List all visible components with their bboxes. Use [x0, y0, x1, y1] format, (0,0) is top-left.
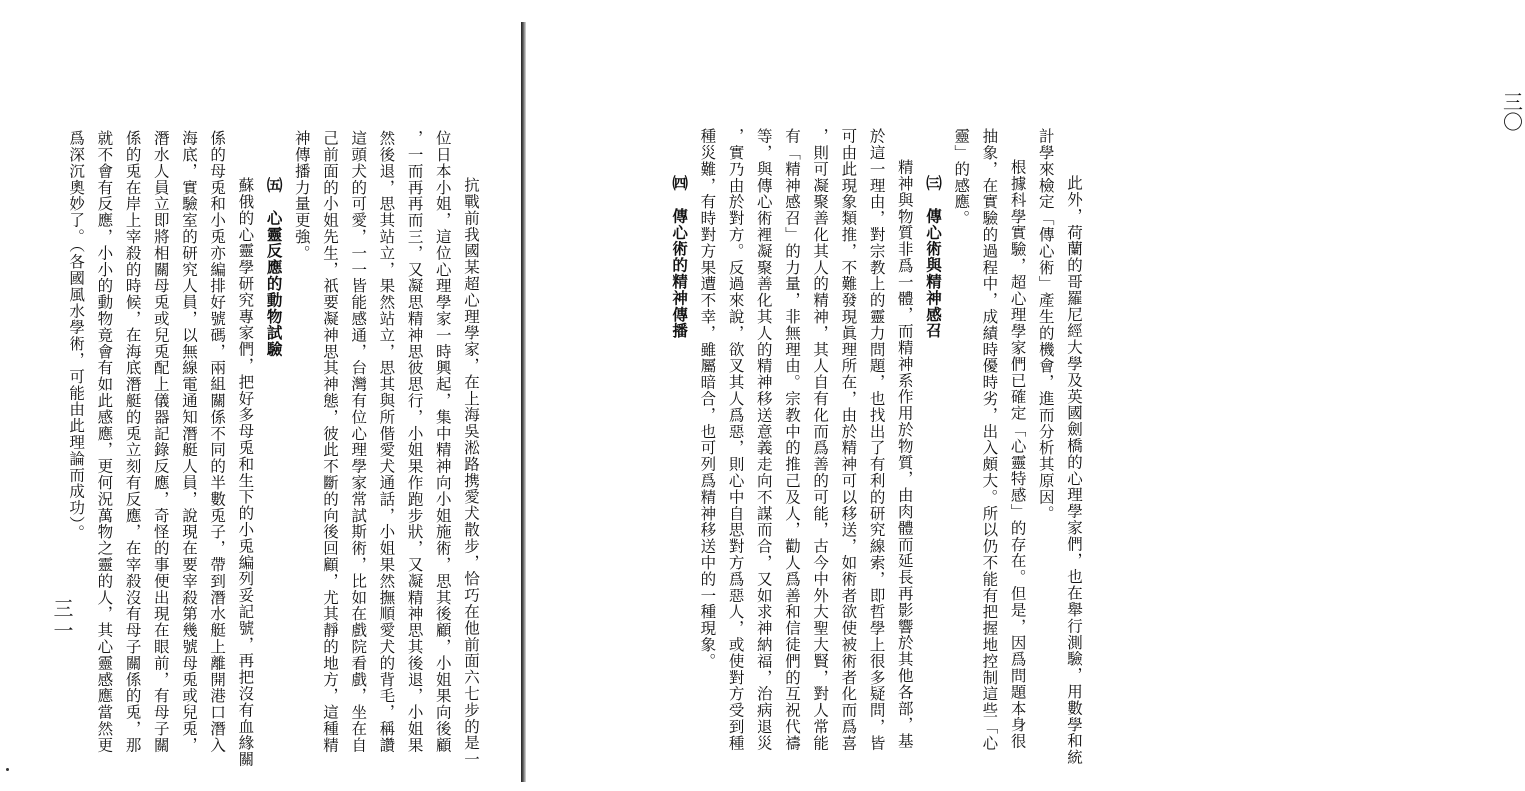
scan-speck [6, 768, 9, 771]
text-column: 抽象，在實驗的過程中，成績時優時劣，出入頗大。所以仍不能有把握地控制這些「心 [980, 128, 999, 752]
text-column: 可由此現象類推，不難發現眞理所在，由於精神可以移送，如術者欲使被術者化而爲喜 [839, 128, 858, 752]
text-column: 係的母兎和小兎亦編排好號碼，兩組關係不同的半數兎子，帶到潛水艇上離開港口潛入 [208, 130, 227, 754]
section-heading: ㈢ 傳心術與精神感召 [923, 174, 942, 339]
text-column: 這頭犬的可愛，一一皆能感通，台灣有位心理學家常試斯術，比如在戲院看戲，坐在自 [349, 130, 368, 754]
text-column: 此外，荷蘭的哥羅尼經大學及英國劍橋的心理學家們，也在舉行測驗，用數學和統 [1065, 174, 1083, 765]
text-column: 根據科學實驗，超心理學家們已確定「心靈特感」的存在。但是，因爲問題本身很 [1008, 159, 1027, 750]
text-column: 位日本小姐，這位心理學家一時興起，集中精神向小姐施術，思其後顧，小姐果向後顧 [433, 130, 452, 754]
text-column: ，實乃由於對方。反過來說，欲叉其人爲惡，則心中自思對方爲惡人，或使對方受到種 [726, 128, 745, 752]
text-column: 精神與物質非爲一體，而精神系作用於物質，由肉體而延長再影響於其他各部，基 [895, 159, 914, 750]
text-column: 於這一理由，對宗教上的靈力問題，也找出了有利的研究線索，即哲學上很多疑問，皆 [867, 128, 886, 752]
text-column: 係的兎在岸上宰殺的時候，在海底潛艇的兎立刻有反應，在宰殺沒有母子關係的兎，那 [123, 130, 142, 754]
left-page-text [62, 130, 485, 767]
text-column: ，一而再再而三，又凝思精神思彼思行，小姐果作跑步狀，又凝精神思其後退，小姐果 [405, 130, 424, 754]
right-page-text [665, 128, 1088, 765]
text-column: 靈」的感應。 [952, 128, 971, 227]
text-column: ，則可凝聚善化其人的精神，其人自有化而爲善的可能，古今中外大聖大賢，對人常能 [811, 128, 830, 752]
left-page-number: 三一 [50, 598, 74, 642]
right-page-number: 三〇 [1503, 90, 1525, 134]
section-heading: ㈣ 傳心術的精神傳播 [670, 174, 689, 339]
right-page [528, 0, 1525, 791]
text-column: 計學來檢定「傳心術」產生的機會，進而分析其原因。 [1036, 128, 1055, 522]
text-column: 有「精神感召」的力量，非無理由。宗教中的推己及人，勸人爲善和信徒們的互祝代禱 [782, 128, 801, 752]
text-column: 神傳播力量更強。 [292, 130, 311, 262]
text-column: 己前面的小姐先生，祇要凝神思其神態，彼此不斷的向後回顧，尤其靜的地方，這種精 [320, 130, 339, 754]
left-page [0, 0, 520, 791]
text-column: 抗戰前我國某超心理學家，在上海吳淞路携愛犬散步，恰巧在他前面六七步的是一 [462, 176, 480, 767]
text-column: 然後退，思其站立，果然站立，思其與所偕愛犬通話，小姐果然撫順愛犬的背毛，稱讚 [377, 130, 396, 754]
text-column: 潛水人員立即將相關母兎或兒兎配上儀器記錄反應，奇怪的事便出現在眼前，有母子關 [151, 130, 170, 754]
text-column: 爲深沉奧妙了。（各國風水學術，可能由此理論而成功）。 [67, 130, 86, 541]
section-heading: ㈤ 心靈反應的動物試驗 [264, 176, 283, 357]
text-column: 海底，實驗室的研究人員，以無線電通知潛艇人員，說現在要宰殺第幾號母兎或兒兎， [179, 130, 198, 754]
text-column: 蘇俄的心靈學研究專家們，把好多母兎和生下的小兎編列妥記號，再把沒有血緣關 [236, 176, 255, 767]
text-column: 就不會有反應，小小的動物竟會有如此感應，更何況萬物之靈的人，其心靈感應當然更 [95, 130, 114, 754]
text-column: 種災難，有時對方果遭不幸，雖屬暗合，也可列爲精神移送中的一種現象。 [698, 128, 717, 670]
text-column: 等，與傳心術裡凝聚善化其人的精神移送意義走向不謀而合，又如求神納福，治病退災 [754, 128, 773, 752]
book-gutter [521, 22, 526, 782]
